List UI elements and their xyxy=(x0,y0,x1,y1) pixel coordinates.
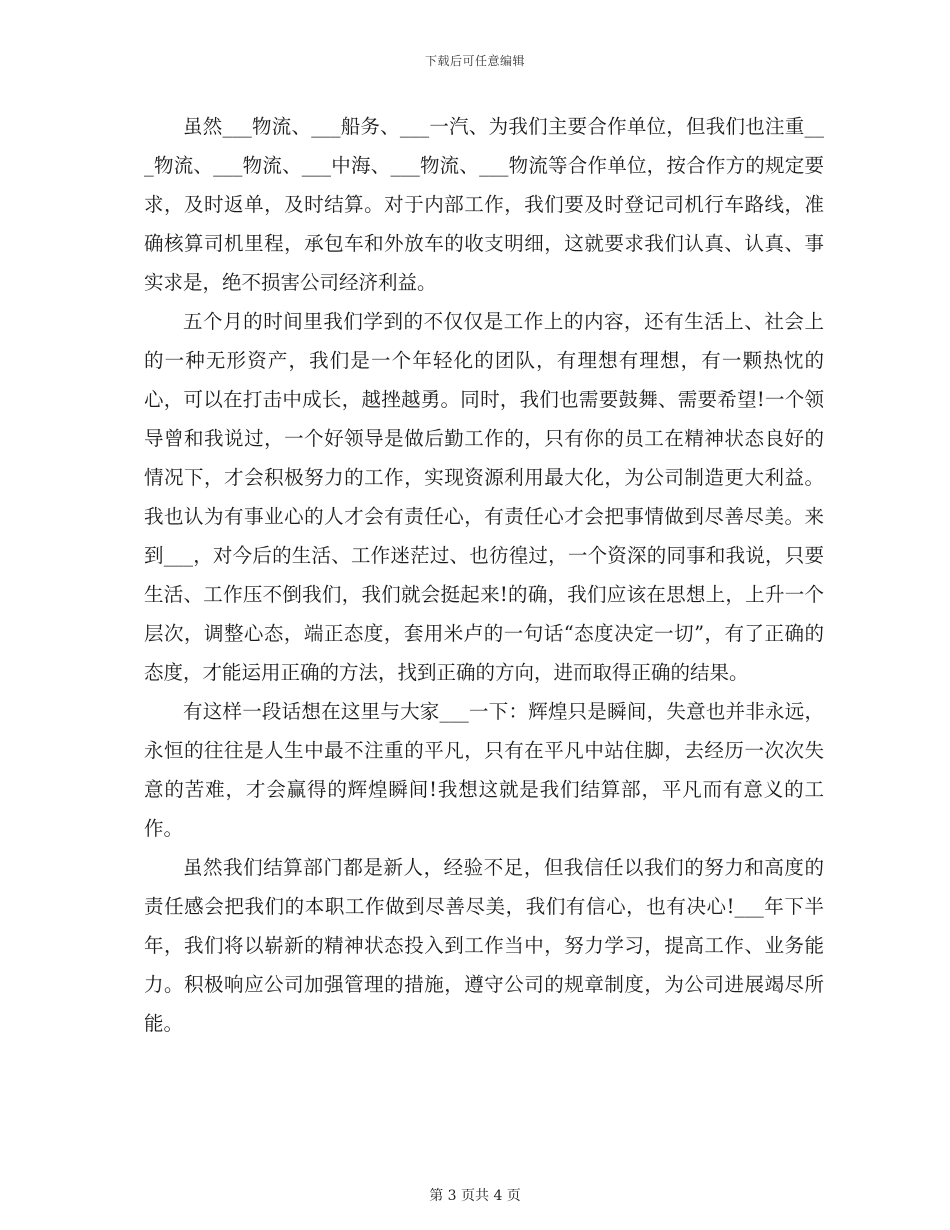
paragraph-4: 虽然我们结算部门都是新人，经验不足，但我信任以我们的努力和高度的责任感会把我们的本职工作做到尽善尽美，我们有信心，也有决心!___年下半年，我们将以崭新的精神状态投入到工作当中，努力学习，提高工作、业务能力。积极响应公司加强管理的措施，遵守公司的规章制度，为公司进展竭尽所能。 xyxy=(144,856,824,1035)
page-header: 下载后可任意编辑 xyxy=(424,54,525,68)
paragraph-2: 五个月的时间里我们学到的不仅仅是工作上的内容，还有生活上、社会上的一种无形资产，我们是一个年轻化的团队，有理想有理想，有一颗热忱的心，可以在打击中成长，越挫越勇。同时，我们也需要鼓舞、需要希望!一个领导曾和我说过，一个好领导是做后勤工作的，只有你的员工在精神状态良好的情况下，才会积极努力的工作，实现资源利用最大化，为公司制造更大利益。我也认为有事业心的人才会有责任心，有责任心才会把事情做到尽善尽美。来到___，对今后的生活、工作迷茫过、也彷徨过，一个资深的同事和我说，只要生活、工作压不倒我们，我们就会挺起来!的确，我们应该在思想上，上升一个层次，调整心态，端正态度，套用米卢的一句话“态度决定一切”，有了正确的态度，才能运用正确的方法，找到正确的方向，进而取得正确的结果。 xyxy=(144,310,824,684)
paragraph-1: 虽然___物流、___船务、___一汽、为我们主要合作单位，但我们也注重___物流、___物流、___中海、___物流、___物流等合作单位，按合作方的规定要求，及时返单，及时结算。对于内部工作，我们要及时登记司机行车路线，准确核算司机里程，承包车和外放车的收支明细，这就要求我们认真、认真、事实求是，绝不损害公司经济利益。 xyxy=(144,115,824,294)
page-footer: 第 3 页共 4 页 xyxy=(429,1188,521,1204)
paragraph-3: 有这样一段话想在这里与大家___一下：辉煌只是瞬间，失意也并非永远，永恒的往往是人生中最不注重的平凡，只有在平凡中站住脚，去经历一次次失意的苦难，才会赢得的辉煌瞬间!我想这就是我们结算部，平凡而有意义的工作。 xyxy=(144,700,824,840)
document-body xyxy=(144,107,824,1043)
